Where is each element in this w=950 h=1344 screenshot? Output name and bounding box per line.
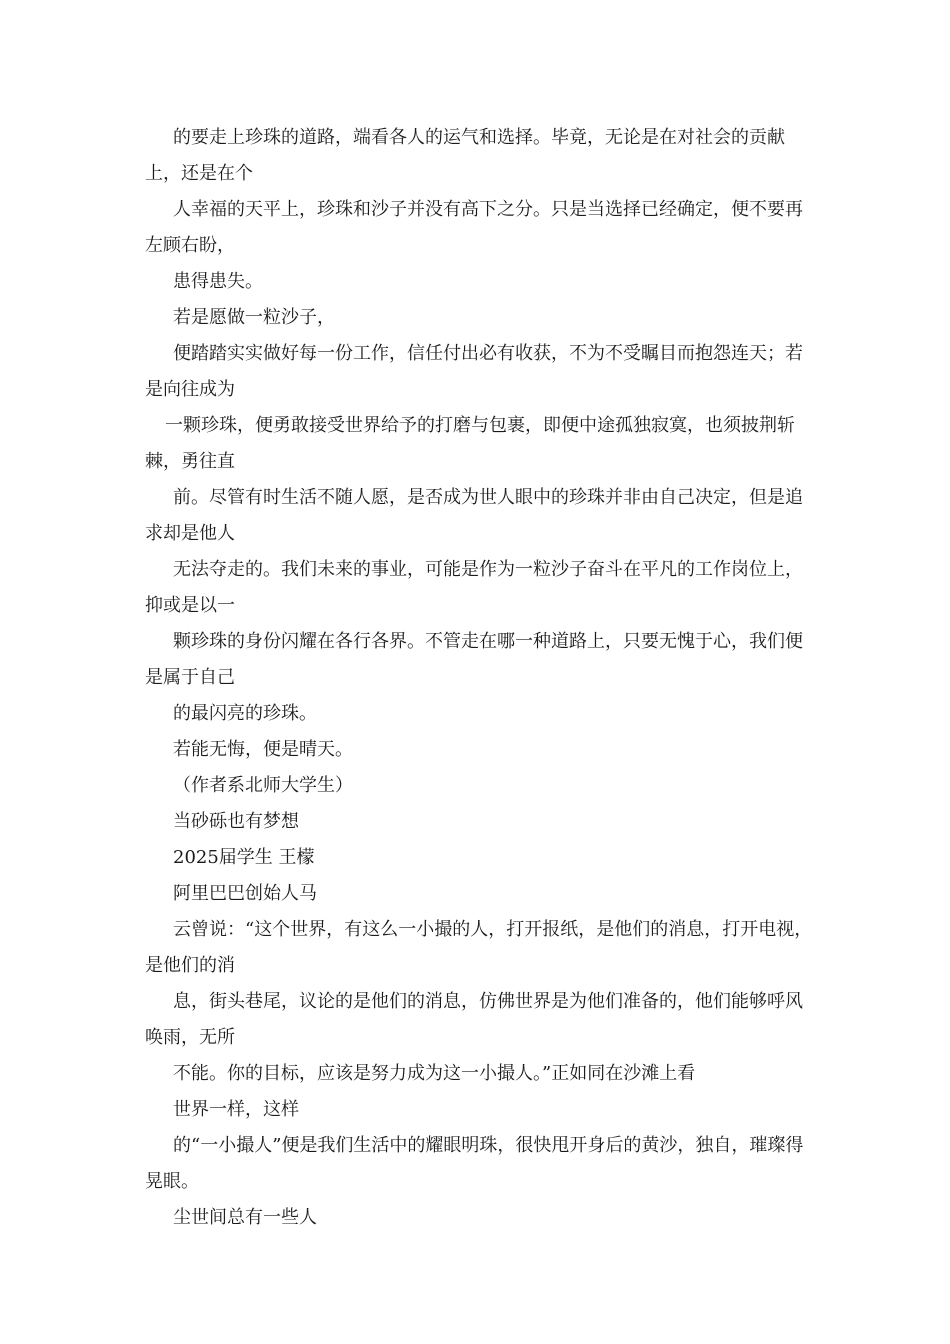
paragraph-10: 的最闪亮的珍珠。 <box>173 703 317 724</box>
paragraph-11: 若能无悔，便是晴天。 <box>173 739 353 760</box>
paragraph-20: 的“一小撮人”便是我们生活中的耀眼明珠，很快甩开身后的黄沙，独自，璀璨得晃眼。 <box>145 1135 804 1192</box>
paragraph-3: 患得患失。 <box>173 271 263 292</box>
paragraph-18: 不能。你的目标，应该是努力成为这一小撮人。”正如同在沙滩上看 <box>173 1063 696 1084</box>
paragraph-15: 阿里巴巴创始人马 <box>173 883 317 904</box>
paragraph-6: 一颗珍珠，便勇敢接受世界给予的打磨与包裹，即便中途孤独寂寞，也须披荆斩棘，勇往直 <box>145 415 795 472</box>
paragraph-2: 人幸福的天平上，珍珠和沙子并没有高下之分。只是当选择已经确定，便不要再左顾右盼， <box>145 199 803 256</box>
article-byline: 2025届学生 王檬 <box>173 847 315 868</box>
paragraph-7: 前。尽管有时生活不随人愿，是否成为世人眼中的珍珠并非由自己决定，但是追求却是他人 <box>145 487 803 544</box>
paragraph-21: 尘世间总有一些人 <box>173 1207 317 1228</box>
paragraph-4: 若是愿做一粒沙子， <box>173 307 335 328</box>
article-title: 当砂砾也有梦想 <box>173 811 299 832</box>
paragraph-17: 息，街头巷尾，议论的是他们的消息，仿佛世界是为他们准备的，他们能够呼风唤雨，无所 <box>145 991 803 1048</box>
paragraph-8: 无法夺走的。我们未来的事业，可能是作为一粒沙子奋斗在平凡的工作岗位上，抑或是以一 <box>145 559 803 616</box>
paragraph-9: 颗珍珠的身份闪耀在各行各界。不管走在哪一种道路上，只要无愧于心，我们便是属于自己 <box>145 631 803 688</box>
document-body <box>145 120 815 1236</box>
paragraph-16: 云曾说：“这个世界，有这么一小撮的人，打开报纸，是他们的消息，打开电视，是他们的消 <box>145 919 813 976</box>
paragraph-19: 世界一样，这样 <box>173 1099 299 1120</box>
author-note: （作者系北师大学生） <box>173 775 353 796</box>
paragraph-1: 的要走上珍珠的道路，端看各人的运气和选择。毕竟，无论是在对社会的贡献上，还是在个 <box>145 127 785 184</box>
paragraph-5: 便踏踏实实做好每一份工作，信任付出必有收获，不为不受瞩目而抱怨连天；若是向往成为 <box>145 343 803 400</box>
